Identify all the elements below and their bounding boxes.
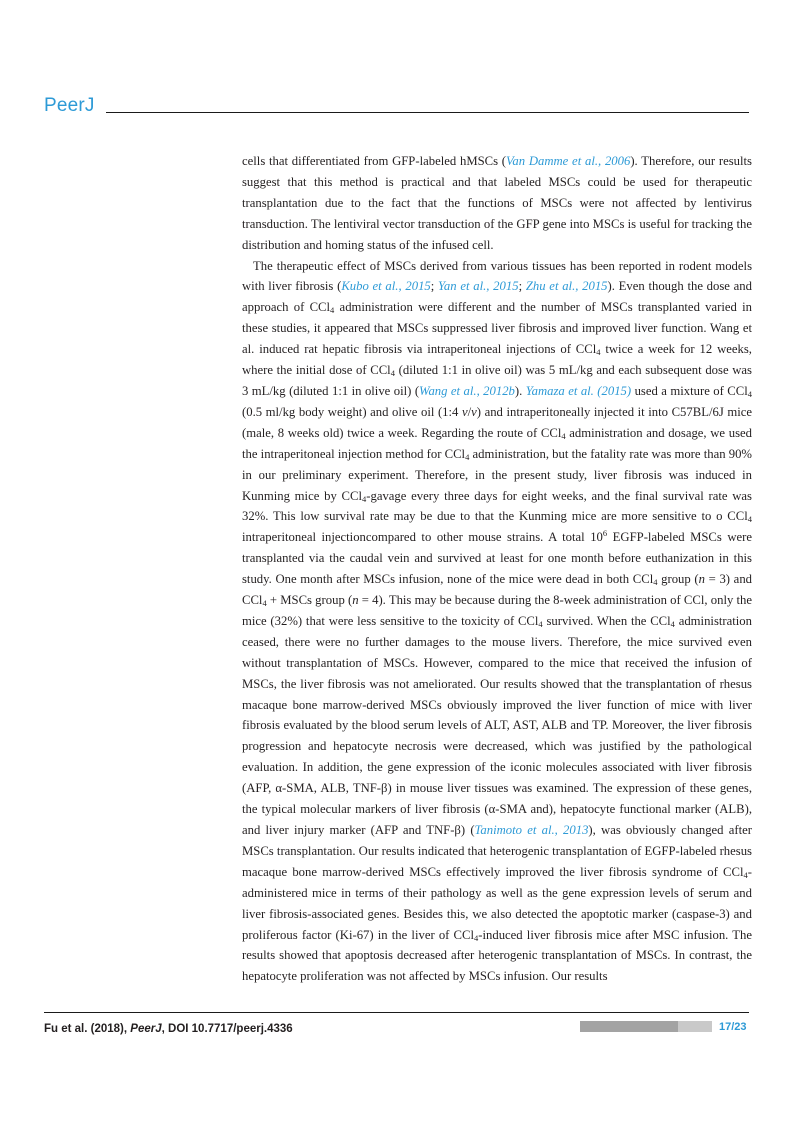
text-run: 4 (538, 618, 543, 629)
text-run: intraperitoneal injectioncompared to other mouse strains. A total 10 (242, 530, 603, 545)
text-run: administration were different and the number of MSCs transplanted varied in these studies, it appeared that MSCs suppressed liver fibrosis and improved liver function. Wang et al. induced rat hepatic fibrosis via intraperitoneal injections of CCl (242, 300, 752, 357)
footer-authors: Fu et al. (2018), (44, 1023, 131, 1035)
text-run: 4 (743, 869, 748, 880)
body-text (242, 151, 752, 987)
text-run: v (461, 404, 468, 419)
text-run: 4 (596, 347, 601, 358)
text-run: survived. When the CCl (542, 613, 671, 628)
text-run: 4 (262, 598, 267, 609)
text-run: ; (430, 279, 439, 294)
footer-doi: , DOI 10.7717/peerj.4336 (161, 1023, 293, 1035)
page-progress-bar (580, 1021, 712, 1032)
text-run: EGFP-labeled MSCs were transplanted via the caudal vein and survived at least for one month before euthanization in this study. One month after MSCs infusion, none of the mice were dead in both CCl (242, 530, 752, 587)
page-header (44, 96, 749, 120)
text-run: n (698, 572, 705, 587)
text-run: 4 (747, 514, 752, 525)
text-run: administration, but the fatality rate was more than 90% in our preliminary experiment. Therefore, in the present study, liver fibrosis was induced in Kunming mice by CCl (242, 446, 753, 503)
text-run: 4 (561, 430, 566, 441)
text-run: used a mixture of CCl (631, 383, 748, 398)
text-run: 4 (747, 388, 752, 399)
text-run: n (352, 593, 359, 608)
text-run: ). Therefore, our results suggest that this method is practical and that labeled MSCs could be used for therapeutic transplantation due to the fact that the functions of MSCs were not affected by lentivirus transduction. The lentiviral vector transduction of the GFP gene into MSCs is useful for tracking the distribution and homing status of the infused cell. (242, 154, 752, 252)
text-run: + MSCs group ( (266, 593, 353, 608)
text-run: -administered mice in terms of their pathology as well as the gene expression levels of serum and liver fibrosis-associated genes. Besides this, we also detected the apoptotic marker (caspase-3) and proliferous factor (Ki-67) in the liver of CCl (242, 864, 752, 942)
text-run: twice a week for 12 weeks, where the initial dose of CCl (242, 342, 752, 378)
citation-link[interactable]: Wang et al., 2012b (419, 383, 515, 398)
text-run: -gavage every three days for eight weeks, and the final survival rate was 32%. This low survival rate may be due to that the Kunming mice are more sensitive to o CCl (242, 488, 752, 524)
text-run: 6 (602, 528, 608, 539)
footer-journal: PeerJ (130, 1023, 162, 1035)
header-rule (106, 112, 749, 113)
text-run: The therapeutic effect of MSCs derived from various tissues has been reported in rodent models with liver fibrosis ( (242, 258, 752, 294)
text-run: (diluted 1:1 in olive oil) was 5 mL/kg and each subsequent dose was 3 mL/kg (diluted 1:1 in olive oil) ( (242, 363, 752, 398)
text-run: ). (514, 383, 526, 398)
text-run: administration and dosage, we used the intraperitoneal injection method for CCl (242, 425, 752, 461)
text-run: 4 (330, 305, 335, 316)
text-run: cells that differentiated from GFP-labeled hMSCs ( (242, 154, 507, 168)
text-run: -induced liver fibrosis mice after MSC infusion. The results showed that apoptosis decreased after heterogenic transplantation of MSCs. In contrast, the hepatocyte proliferation was not affected by MSCs infusion. Our results (242, 927, 752, 984)
text-run: 4 (474, 932, 479, 943)
footer-rule (44, 1012, 749, 1013)
text-run: 4 (362, 493, 367, 504)
text-run: ). Even though the dose and approach of CCl (242, 279, 752, 315)
text-run: 4 (670, 618, 675, 629)
citation-link[interactable]: Tanimoto et al., 2013 (474, 823, 589, 837)
text-run: 4 (390, 368, 395, 379)
footer-citation (44, 1023, 293, 1035)
text-run: ) and intraperitoneally injected it into C57BL/6J mice (male, 8 weeks old) twice a week. Regarding the route of CCl (242, 404, 752, 440)
citation-link[interactable]: Yan et al., 2015 (438, 279, 519, 294)
text-run: 4 (653, 577, 658, 588)
text-run: (0.5 ml/kg body weight) and olive oil (1:4 (242, 404, 462, 419)
text-run: ; (518, 279, 526, 294)
paragraph-1 (242, 151, 752, 256)
text-run: = 3) and CCl (242, 572, 753, 608)
text-run: ), was obviously changed after MSCs transplantation. Our results indicated that heterogenic transplantation of EGFP-labeled rhesus macaque bone marrow-derived MSCs effectively improved the liver fibrosis syndrome of CCl (242, 823, 752, 879)
citation-link[interactable]: Zhu et al., 2015 (525, 279, 608, 294)
text-run: administration ceased, there were no further damages to the mouse livers. Therefore, the mice survived even without transplantation of MSCs. However, compared to the mice that received the infusion of MSCs, the liver fibrosis was not ameliorated. Our results showed that the transplantation of rhesus macaque bone marrow-derived MSCs obviously improved the liver function of mice with liver fibrosis evaluated by the blood serum levels of ALT, AST, ALB and TP. Moreover, the liver fibrosis progression and hepatocyte necrosis were decreased, which was justified by the pathological evaluation. In addition, the gene expression of the iconic molecules associated with liver fibrosis (AFP, α-SMA, ALB, TNF-β) in mouse liver tissues was examined. The expression of these genes, the typical molecular markers of liver fibrosis (α-SMA and), hepatocyte functional marker (ALB), and liver injury marker (AFP and TNF-β) ( (242, 613, 752, 837)
citation-link[interactable]: Kubo et al., 2015 (341, 279, 431, 294)
text-run: / (467, 404, 472, 419)
text-run: 4 (465, 451, 470, 462)
paragraph-2 (242, 256, 752, 988)
text-run: group ( (657, 572, 699, 587)
citation-link[interactable]: Yamaza et al. (2015) (525, 383, 632, 398)
page-progress-fill (580, 1021, 678, 1032)
citation-link[interactable]: Van Damme et al., 2006 (506, 154, 631, 168)
text-run: v (471, 404, 477, 419)
peerj-logo: PeerJ (44, 95, 95, 116)
page-number: 17/23 (719, 1021, 747, 1033)
text-run: = 4). This may be because during the 8-week administration of CCl, only the mice (32%) that were less sensitive to the toxicity of CCl (242, 593, 753, 628)
